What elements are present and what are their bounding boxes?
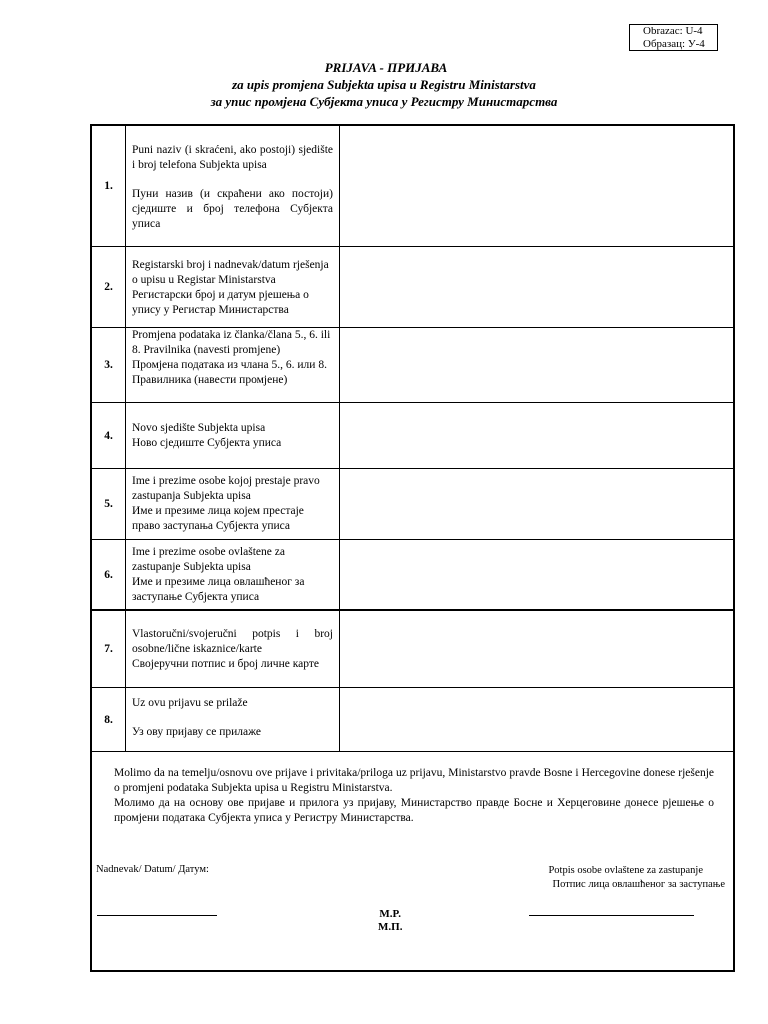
row-label-latin: Ime i prezime osobe kojoj prestaje pravo zastupanja Subjekta upisa — [132, 475, 320, 502]
form-row-8 — [92, 688, 733, 752]
row-label-cyrillic: Име и презиме лица овлашћеног за заступање Субјекта уписа — [132, 575, 305, 603]
row-label-cyrillic: Регистарски број и датум рјешења о упису у Регистар Министарства — [132, 289, 309, 316]
row-number: 4. — [92, 403, 126, 468]
stamp-place — [378, 908, 402, 934]
row-label — [126, 403, 340, 468]
row-label — [126, 688, 340, 751]
form-row-1 — [92, 126, 733, 247]
row-value-field[interactable] — [340, 611, 733, 687]
row-label — [126, 469, 340, 539]
row-value-field[interactable] — [340, 126, 733, 246]
form-row-4 — [92, 403, 733, 469]
request-text — [114, 766, 714, 826]
form-footer — [92, 752, 733, 970]
row-value-field[interactable] — [340, 247, 733, 327]
row-label-latin: Uz ovu prijavu se prilaže — [132, 697, 248, 709]
row-value-field[interactable] — [340, 469, 733, 539]
form-code-box — [629, 24, 718, 51]
row-label — [126, 611, 340, 687]
request-text-cyrillic: Молимо да на основу ове пријаве и прилога уз пријаву, Министарство правде Босне и Херцеговине донесе рјешење о промјени података Субјекта уписа у Регистру Министарства. — [114, 797, 714, 824]
row-number: 6. — [92, 540, 126, 609]
row-label — [126, 126, 340, 246]
row-value-field[interactable] — [340, 328, 733, 402]
row-label-cyrillic: Име и презиме лица којем престаје право заступања Субјекта уписа — [132, 505, 304, 532]
form-row-6 — [92, 540, 733, 610]
row-label-latin: Puni naziv (i skraćeni, ako postoji) sjedište i broj telefona Subjekta upisa — [132, 144, 333, 171]
form-row-5 — [92, 469, 733, 540]
form-subtitle-cyrillic: за упис промјена Субјекта уписа у Регистру Министарства — [210, 94, 558, 109]
row-label-latin: Vlastoručni/svojeručni potpis i broj osobne/lične iskaznice/karte — [132, 627, 333, 655]
form-subtitle-latin: za upis promjena Subjekta upisa u Registru Ministarstva — [232, 77, 536, 92]
row-label — [126, 540, 340, 609]
row-label-latin: Novo sjedište Subjekta upisa — [132, 421, 266, 434]
signature-label — [548, 864, 725, 892]
form-row-2 — [92, 247, 733, 328]
row-number: 5. — [92, 469, 126, 539]
stamp-label-latin: M.P. — [379, 908, 402, 920]
signature-label-cyrillic: Потпис лица овлашћеног за заступање — [552, 879, 725, 890]
form-row-3 — [92, 328, 733, 403]
form-code-latin: Obrazac: U-4 — [643, 25, 703, 37]
row-value-field[interactable] — [340, 688, 733, 751]
row-label-cyrillic: Уз ову пријаву се прилаже — [132, 726, 262, 738]
row-label-cyrillic: Пуни назив (и скраћени ако постоји) сједиште и број телефона Субјекта уписа — [132, 188, 333, 230]
form-row-7 — [92, 610, 733, 688]
form-code-cyrillic: Образац: У-4 — [643, 38, 705, 50]
row-label — [126, 328, 340, 402]
row-number: 7. — [92, 611, 126, 687]
stamp-label-cyrillic: М.П. — [378, 921, 403, 933]
row-label-cyrillic: Промјена података из члана 5., 6. или 8. Правилника (навести промјене) — [132, 359, 327, 386]
row-number: 2. — [92, 247, 126, 327]
row-label-latin: Ime i prezime osobe ovlaštene za zastupanje Subjekta upisa — [132, 545, 285, 573]
form-header — [0, 59, 768, 110]
row-number: 3. — [92, 328, 126, 402]
row-label-latin: Promjena podataka iz članka/člana 5., 6. ili 8. Pravilnika (navesti promjene) — [132, 329, 331, 356]
row-number: 8. — [92, 688, 126, 751]
row-label-latin: Registarski broj i nadnevak/datum rješenja o upisu u Registar Ministarstva — [132, 259, 329, 286]
date-label: Nadnevak/ Datum/ Датум: — [96, 864, 209, 875]
form-table — [90, 124, 735, 972]
request-text-latin: Molimo da na temelju/osnovu ove prijave i privitaka/priloga uz prijavu, Ministarstvo pravde Bosne i Hercegovine donese rješenje o promjeni podataka Subjekta upisa u Registru Ministarstva. — [114, 767, 714, 794]
row-number: 1. — [92, 126, 126, 246]
form-title: PRIJAVA - ПРИЈАВА — [324, 60, 448, 75]
signature-label-latin: Potpis osobe ovlaštene za zastupanje — [548, 865, 703, 876]
row-label — [126, 247, 340, 327]
signature-line-field[interactable] — [529, 915, 694, 916]
row-value-field[interactable] — [340, 540, 733, 609]
row-label-cyrillic: Својеручни потпис и број личне карте — [132, 657, 319, 670]
row-value-field[interactable] — [340, 403, 733, 468]
date-line-field[interactable] — [97, 915, 217, 916]
row-label-cyrillic: Ново сједиште Субјекта уписа — [132, 436, 282, 449]
